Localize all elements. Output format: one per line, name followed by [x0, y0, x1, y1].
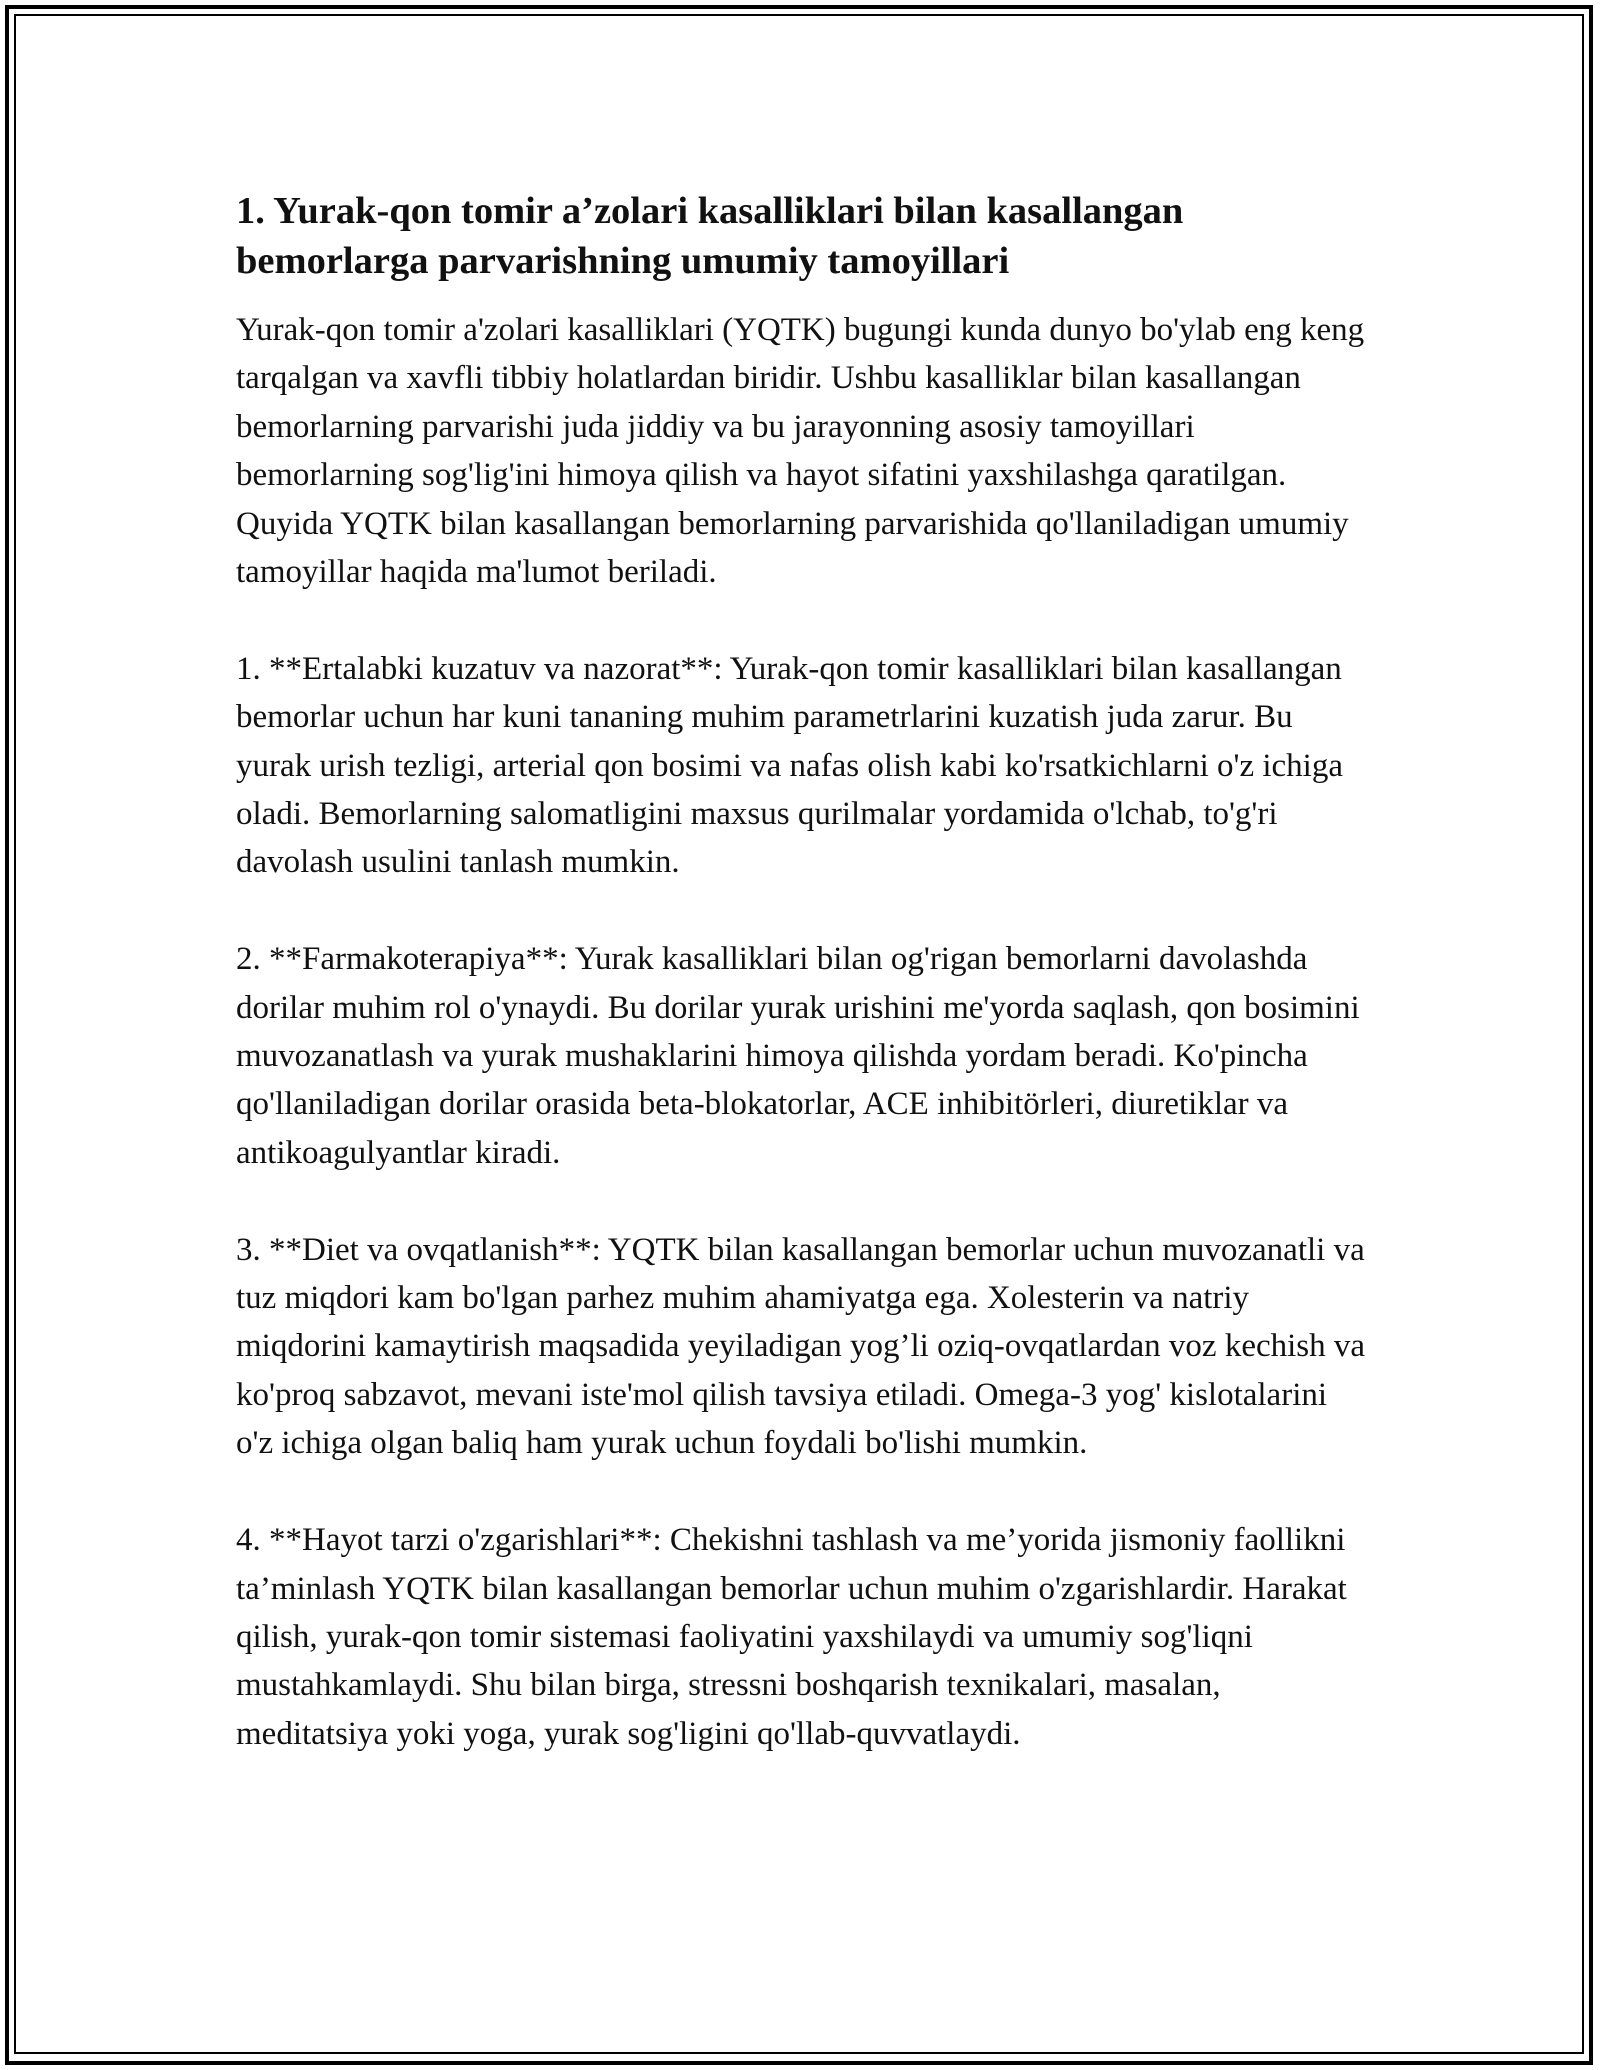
- document-title: 1. Yurak-qon tomir a’zolari kasalliklari bilan kasallangan bemorlarga parvarishning umumiy tamoyillari: [236, 190, 1184, 282]
- intro-paragraph: Yurak-qon tomir a'zolari kasalliklari (YQTK) bugungi kunda dunyo bo'ylab eng keng tarqalgan va xavfli tibbiy holatlardan biridir. Ushbu kasalliklar bilan kasallangan bemorlarning parvarishi juda jiddiy va bu jarayonning asosiy tamoyillari bemorlarning sog'lig'ini himoya qilish va hayot sifatini yaxshilashga qaratilgan. Quyida YQTK bilan kasallangan bemorlarning parvarishida qo'llaniladigan umumiy tamoyillar haqida ma'lumot beriladi.: [236, 312, 1365, 591]
- document-body: [236, 186, 1366, 1758]
- list-item-paragraph: 2. **Farmakoterapiya**: Yurak kasalliklari bilan og'rigan bemorlarni davolashda dorilar muhim rol o'ynaydi. Bu dorilar yurak urishini me'yorda saqlash, qon bosimini muvozanatlash va yurak mushaklarini himoya qilishda yordam beradi. Ko'pincha qo'llaniladigan dorilar orasida beta-blokatorlar, ACE inhibitörleri, diuretiklar va antikoagulyantlar kiradi.: [236, 941, 1360, 1171]
- list-item-paragraph: 4. **Hayot tarzi o'zgarishlari**: Chekishni tashlash va me’yorida jismoniy faollikni ta’minlash YQTK bilan kasallangan bemorlar uchun muhim o'zgarishlardir. Harakat qilish, yurak-qon tomir sistemasi faoliyatini yaxshilaydi va umumiy sog'liqni mustahkamlaydi. Shu bilan birga, stressni boshqarish texnikalari, masalan, meditatsiya yoki yoga, yurak sog'ligini qo'llab-quvvatlaydi.: [236, 1522, 1347, 1752]
- list-item-paragraph: 1. **Ertalabki kuzatuv va nazorat**: Yurak-qon tomir kasalliklari bilan kasallangan bemorlar uchun har kuni tananing muhim parametrlarini kuzatish juda zarur. Bu yurak urish tezligi, arterial qon bosimi va nafas olish kabi ko'rsatkichlarni o'z ichiga oladi. Bemorlarning salomatligini maxsus qurilmalar yordamida o'lchab, to'g'ri davolash usulini tanlash mumkin.: [236, 650, 1343, 881]
- list-item-paragraph: 3. **Diet va ovqatlanish**: YQTK bilan kasallangan bemorlar uchun muvozanatli va tuz miqdori kam bo'lgan parhez muhim ahamiyatga ega. Xolesterin va natriy miqdorini kamaytirish maqsadida yeyiladigan yog’li oziq-ovqatlardan voz kechish va ko'proq sabzavot, mevani iste'mol qilish tavsiya etiladi. Omega-3 yog' kislotalarini o'z ichiga olgan baliq ham yurak uchun foydali bo'lishi mumkin.: [236, 1231, 1366, 1462]
